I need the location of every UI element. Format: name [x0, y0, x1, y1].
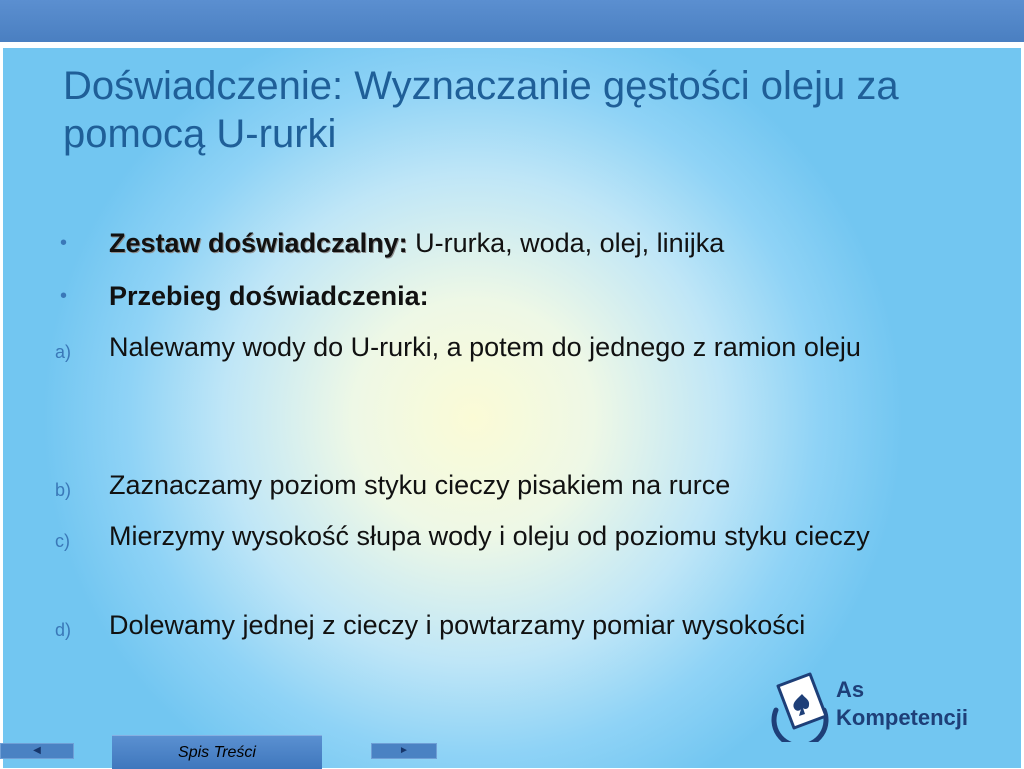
logo	[768, 672, 1008, 742]
step-text: Mierzymy wysokość słupa wody i oleju od poziomu styku cieczy	[109, 521, 870, 551]
logo-line-2: Kompetencji	[836, 705, 969, 730]
table-of-contents-button[interactable]	[112, 735, 322, 769]
equipment-label: Zestaw doświadczalny:	[109, 228, 408, 258]
step-text: Zaznaczamy poziom styku cieczy pisakiem na rurce	[109, 470, 731, 500]
step-text: Dolewamy jednej z cieczy i powtarzamy pomiar wysokości	[109, 610, 806, 640]
step-marker: a)	[55, 342, 72, 362]
card-spade-icon	[768, 672, 832, 742]
step-marker: b)	[55, 480, 72, 500]
procedure-label: Przebieg doświadczenia:	[109, 281, 429, 311]
equipment-text: U-rurka, woda, olej, linijka	[407, 228, 725, 258]
prev-slide-button[interactable]	[0, 743, 74, 759]
next-arrow-icon: ►	[399, 745, 409, 756]
toc-label: Spis Treści	[178, 744, 256, 761]
bottom-navigation	[0, 735, 1024, 768]
next-slide-button[interactable]	[371, 743, 437, 759]
step-text: Nalewamy wody do U-rurki, a potem do jednego z ramion oleju	[109, 332, 861, 362]
prev-arrow-icon: ◀	[33, 745, 41, 756]
step-marker: c)	[55, 531, 70, 551]
bullet-icon: •	[60, 285, 68, 307]
slide	[3, 48, 1021, 768]
logo-line-1: As	[836, 677, 865, 702]
bullet-icon: •	[60, 232, 68, 254]
step-marker: d)	[55, 620, 72, 640]
slide-title: Doświadczenie: Wyznaczanie gęstości oleju za pomocą U-rurki	[63, 64, 899, 156]
top-band	[0, 0, 1024, 42]
